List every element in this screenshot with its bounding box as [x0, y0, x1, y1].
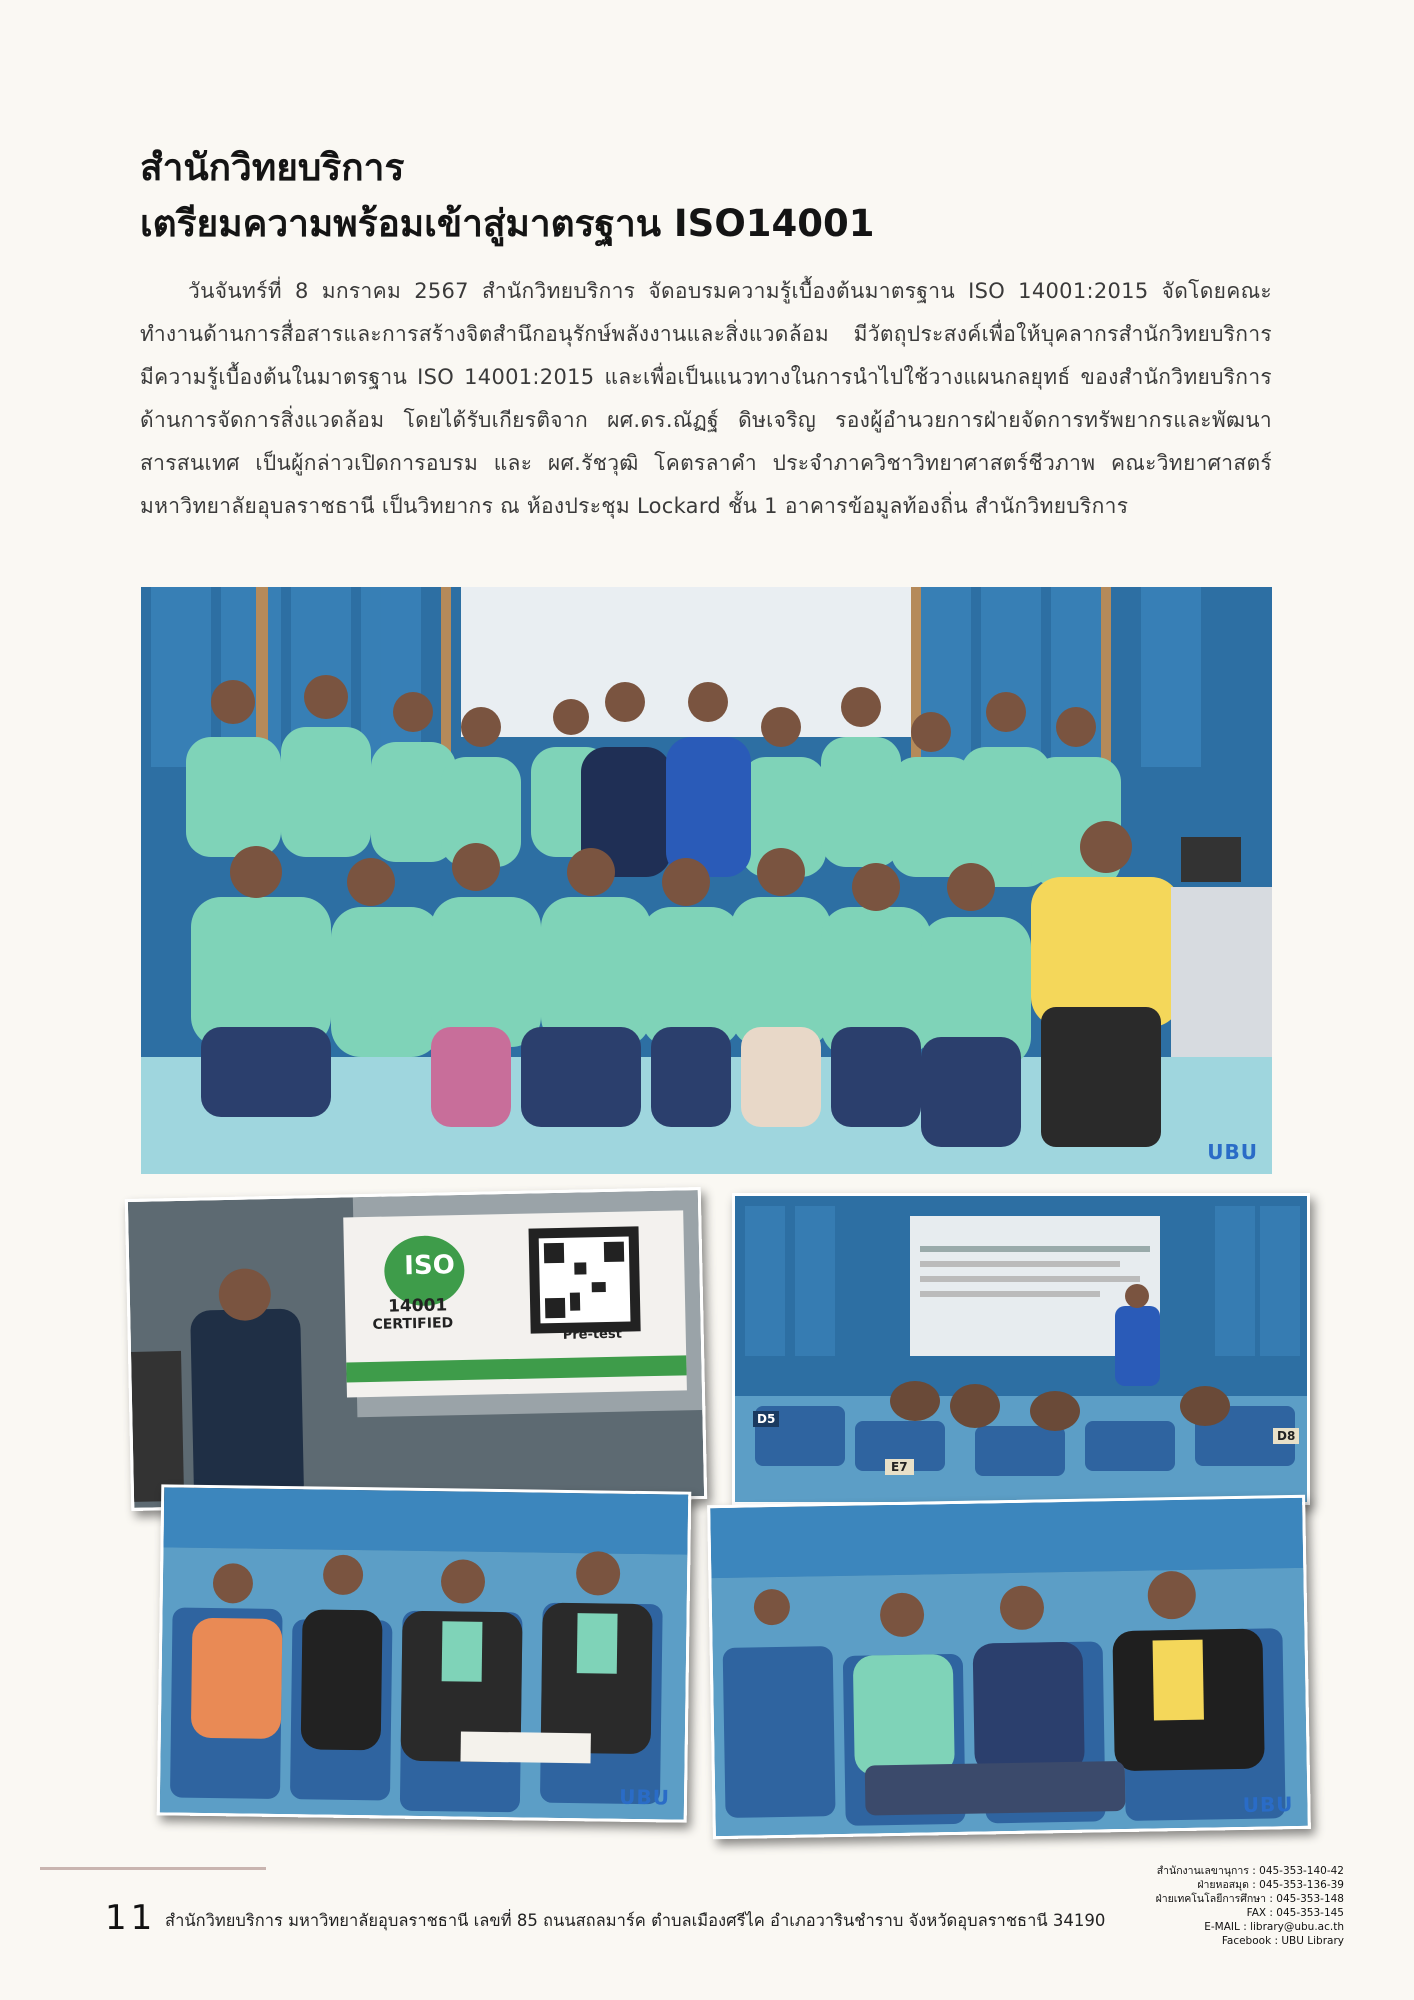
- ubu-watermark: UBU: [1207, 1140, 1258, 1164]
- contact-line: ฝ่ายหอสมุด : 045-353-136-39: [1197, 1879, 1344, 1891]
- title-line-1: สำนักวิทยบริการ: [140, 146, 405, 189]
- seat-label-d8: D8: [1273, 1428, 1299, 1444]
- title-line-2: เตรียมความพร้อมเข้าสู่มาตรฐาน ISO14001: [140, 202, 875, 245]
- speaker-iso-photo: [125, 1187, 707, 1511]
- contact-line: สำนักงานเลขานุการ : 045-353-140-42: [1156, 1865, 1344, 1877]
- footer-contacts: [1100, 1864, 1344, 1948]
- seated-participants-photo-left: [157, 1484, 692, 1822]
- slide-pretest: Pre-test: [562, 1326, 623, 1343]
- ubu-watermark-small-1: UBU: [619, 1784, 671, 1810]
- footer-address: สำนักวิทยบริการ มหาวิทยาลัยอุบลราชธานี เลขที่ 85 ถนนสถลมาร์ค ตำบลเมืองศรีไค อำเภอวารินชำราบ จังหวัดอุบลราชธานี 34190: [165, 1911, 1106, 1930]
- group-photo: [141, 587, 1272, 1174]
- slide-certified: CERTIFIED: [372, 1315, 454, 1333]
- article-body: วันจันทร์ที่ 8 มกราคม 2567 สำนักวิทยบริการ จัดอบรมความรู้เบื้องต้นมาตรฐาน ISO 14001:2015 จัดโดยคณะทำงานด้านการสื่อสารและการสร้างจิตสำนึกอนุรักษ์พลังงานและสิ่งแวดล้อม มีวัตถุประสงค์เพื่อให้บุคลากรสำนักวิทยบริการ มีความรู้เบื้องต้นในมาตรฐาน ISO 14001:2015 และเพื่อเป็นแนวทางในการนำไปใช้วางแผนกลยุทธ์ ของสำนักวิทยบริการ ด้านการจัดการสิ่งแวดล้อม โดยได้รับเกียรติจาก ผศ.ดร.ณัฏฐ์ ดิษเจริญ รองผู้อำนวยการฝ่ายจัดการทรัพยากรและพัฒนาสารสนเทศ เป็นผู้กล่าวเปิดการอบรม และ ผศ.รัชวุฒิ โคตรลาคำ ประจำภาควิชาวิทยาศาสตร์ชีวภาพ คณะวิทยาศาสตร์ มหาวิทยาลัยอุบลราชธานี เป็นวิทยากร ณ ห้องประชุม Lockard ชั้น 1 อาคารข้อมูลท้องถิ่น สำนักวิทยบริการ: [140, 279, 1272, 518]
- contact-email: E-MAIL : library@ubu.ac.th: [1204, 1921, 1344, 1933]
- lecture-hall-photo: [732, 1193, 1310, 1505]
- footer-divider: [40, 1867, 266, 1870]
- contact-line: FAX : 045-353-145: [1246, 1907, 1344, 1919]
- slide-iso-text: ISO: [403, 1250, 456, 1282]
- seat-label-d5: D5: [753, 1411, 779, 1427]
- page-number: 11: [105, 1898, 157, 1938]
- ubu-watermark-small-2: UBU: [1242, 1792, 1294, 1817]
- slide-iso-number: 14001: [387, 1295, 448, 1317]
- contact-line: ฝ่ายเทคโนโลยีการศึกษา : 045-353-148: [1155, 1893, 1344, 1905]
- article-title: [140, 140, 1280, 252]
- contact-facebook: Facebook : UBU Library: [1221, 1935, 1344, 1947]
- seat-label-e7: E7: [885, 1459, 914, 1475]
- seated-participants-photo-right: [707, 1495, 1311, 1839]
